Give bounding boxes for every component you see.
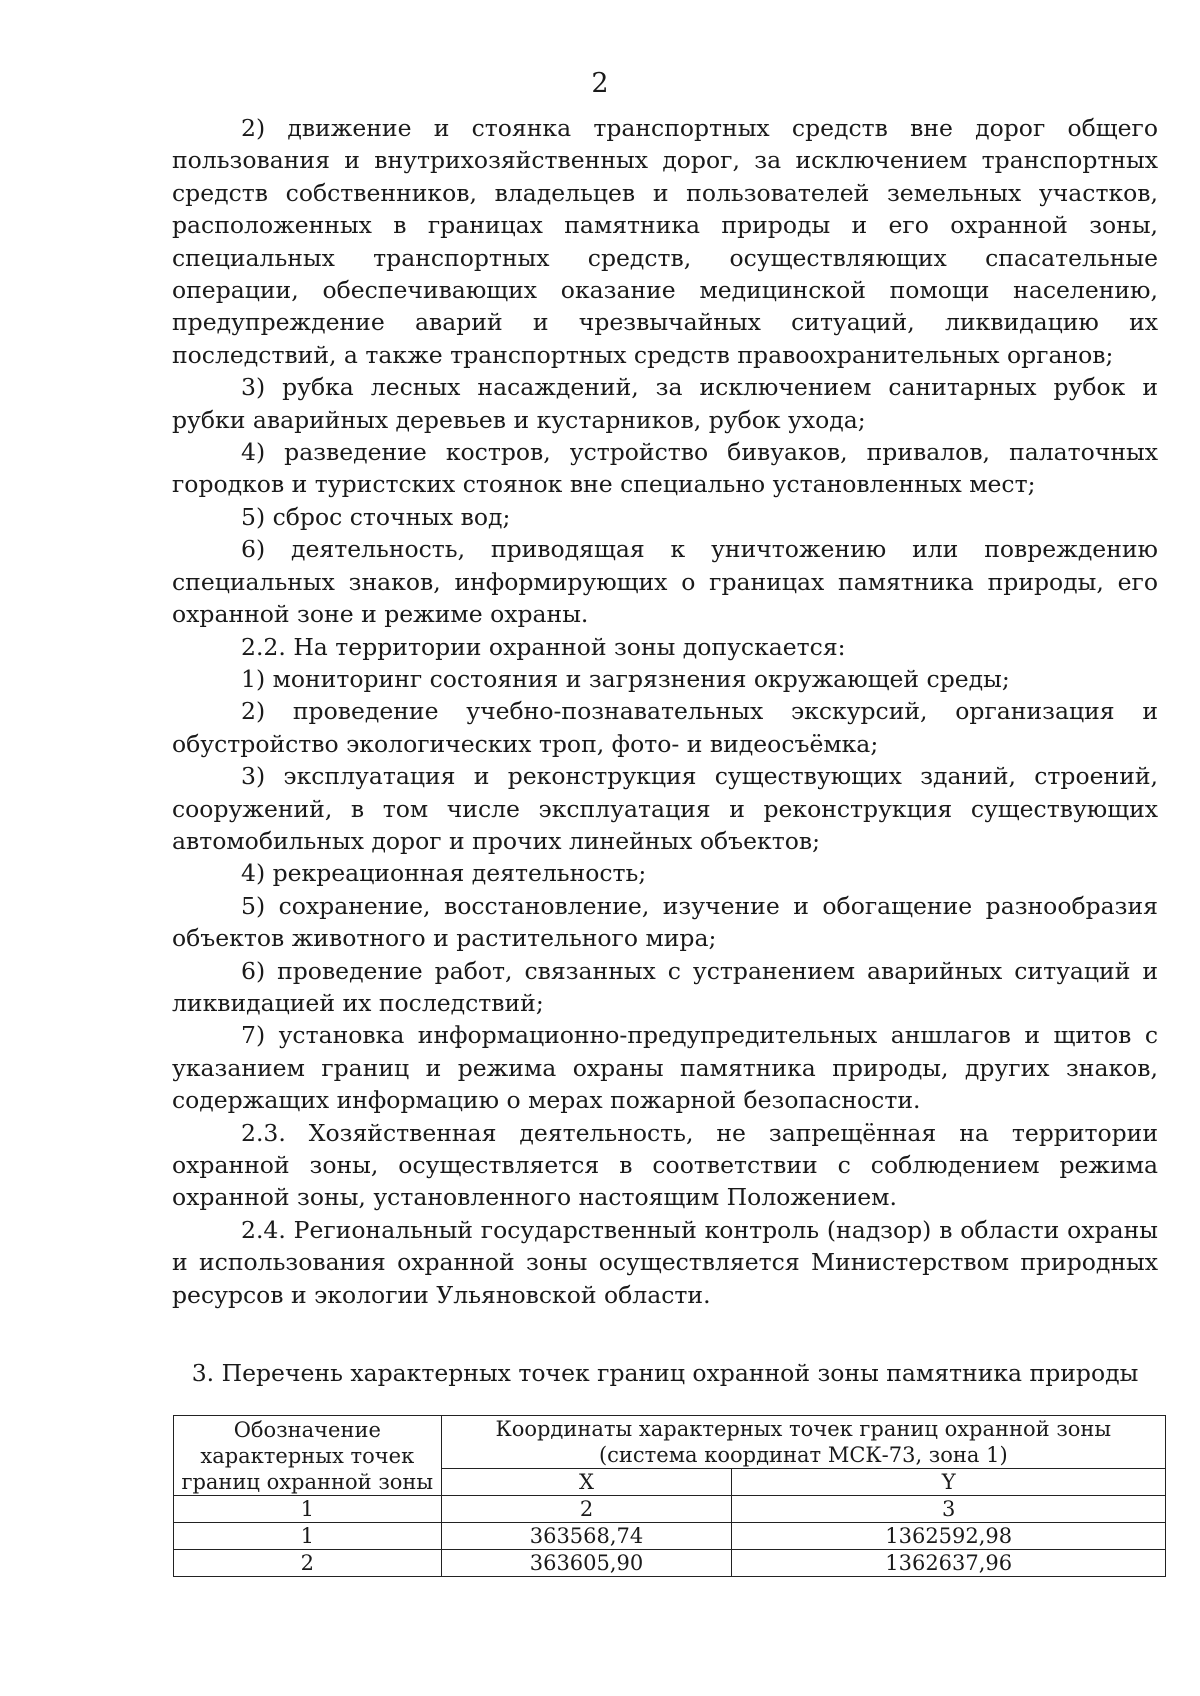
- table-header-row: [174, 1416, 1166, 1469]
- table-row: [174, 1523, 1166, 1550]
- table-cell: 3: [732, 1496, 1166, 1523]
- paragraph: 5) сброс сточных вод;: [241, 502, 511, 531]
- table-numbering-row: [174, 1496, 1166, 1523]
- paragraph: 5) сохранение, восстановление, изучение и обогащение разнообразия объектов животного и растительного мира;: [172, 891, 1158, 953]
- header-coordinates: Координаты характерных точек границ охранной зоны (система координат МСК-73, зона 1): [441, 1416, 1165, 1469]
- table-cell: 2: [441, 1496, 732, 1523]
- body-text: [172, 112, 1158, 1311]
- page-number: 2: [591, 68, 609, 99]
- paragraph: 2.3. Хозяйственная деятельность, не запрещённая на территории охранной зоны, осуществляется в соответствии с соблюдением режима охранной зоны, установленного настоящим Положением.: [172, 1118, 1158, 1212]
- paragraph: 2.4. Региональный государственный контроль (надзор) в области охраны и использования охранной зоны осуществляется Министерством природных ресурсов и экологии Ульяновской области.: [172, 1215, 1158, 1309]
- table-cell-point: 1: [174, 1523, 442, 1550]
- section-title: 3. Перечень характерных точек границ охранной зоны памятника природы: [191, 1359, 1139, 1387]
- paragraph: 1) мониторинг состояния и загрязнения окружающей среды;: [241, 664, 1010, 693]
- header-point-designation: Обозначение характерных точек границ охранной зоны: [174, 1416, 442, 1496]
- paragraph: 7) установка информационно-предупредительных аншлагов и щитов с указанием границ и режима охраны памятника природы, других знаков, содержащих информацию о мерах пожарной безопасности.: [172, 1021, 1158, 1115]
- table-cell-x: 363568,74: [441, 1523, 732, 1550]
- table-cell-point: 2: [174, 1550, 442, 1577]
- paragraph: 2) движение и стоянка транспортных средств вне дорог общего пользования и внутрихозяйственных дорог, за исключением транспортных средств собственников, владельцев и пользователей земельных участков, расположенных в границах памятника природы и его охранной зоны, специальных транспортных средств, осуществляющих спасательные операции, обеспечивающих оказание медицинской помощи населению, предупреждение аварий и чрезвычайных ситуаций, ликвидацию их последствий, а также транспортных средств правоохранительных органов;: [172, 114, 1158, 369]
- paragraph: 3) эксплуатация и реконструкция существующих зданий, строений, сооружений, в том числе эксплуатация и реконструкция существующих автомобильных дорог и прочих линейных объектов;: [172, 762, 1158, 855]
- paragraph: 4) рекреационная деятельность;: [241, 859, 647, 888]
- paragraph: 2) проведение учебно-познавательных экскурсий, организация и обустройство экологических троп, фото- и видеосъёмка;: [172, 697, 1158, 758]
- paragraph: 2.2. На территории охранной зоны допускается:: [241, 632, 846, 661]
- table-cell-x: 363605,90: [441, 1550, 732, 1577]
- paragraph: 6) деятельность, приводящая к уничтожению или повреждению специальных знаков, информирующих о границах памятника природы, его охранной зоне и режиме охраны.: [172, 535, 1158, 629]
- header-y: Y: [732, 1469, 1166, 1496]
- paragraph: 6) проведение работ, связанных с устранением аварийных ситуаций и ликвидацией их последствий;: [172, 956, 1158, 1017]
- paragraph: 3) рубка лесных насаждений, за исключением санитарных рубок и рубки аварийных деревьев и кустарников, рубок ухода;: [172, 373, 1158, 434]
- table-cell-y: 1362637,96: [732, 1550, 1166, 1577]
- table-cell-y: 1362592,98: [732, 1523, 1166, 1550]
- table-cell: 1: [174, 1496, 442, 1523]
- header-x: X: [441, 1469, 732, 1496]
- coordinates-table: [173, 1415, 1166, 1577]
- paragraph: 4) разведение костров, устройство бивуаков, привалов, палаточных городков и туристских стоянок вне специально установленных мест;: [172, 438, 1158, 499]
- table-row: [174, 1550, 1166, 1577]
